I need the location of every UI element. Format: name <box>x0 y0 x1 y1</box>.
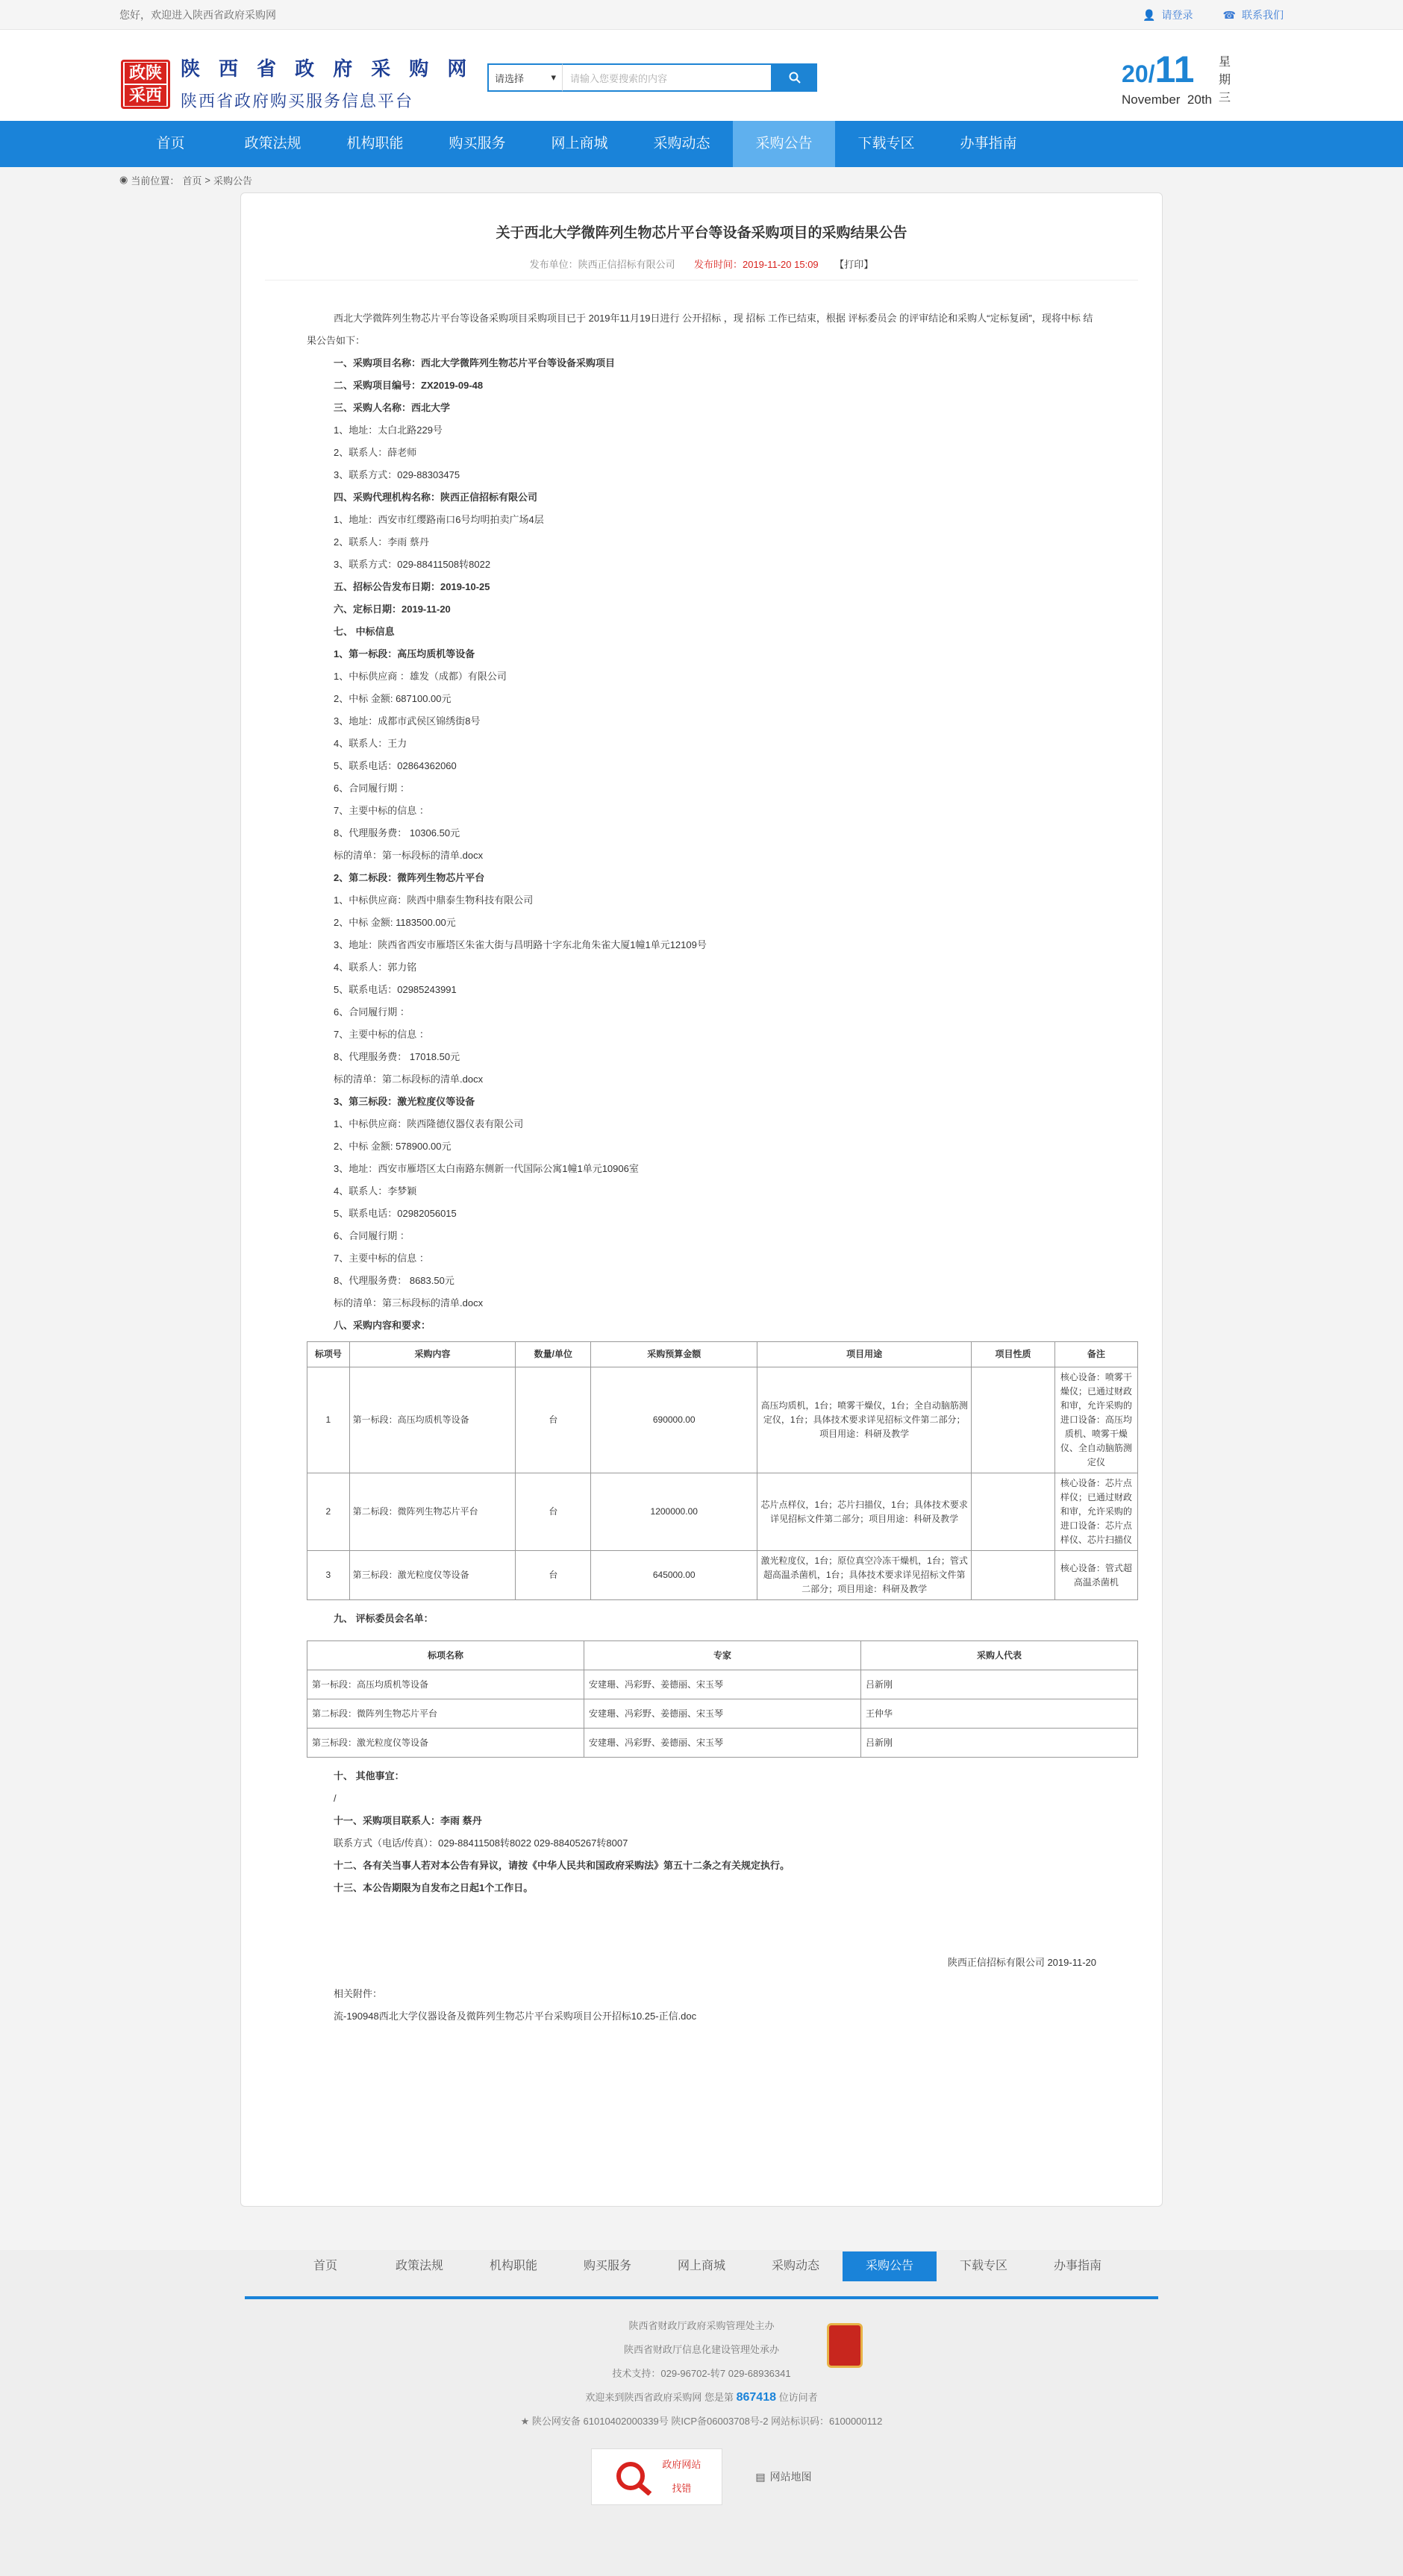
search-bar <box>487 63 817 92</box>
table-header: 采购内容 <box>349 1342 516 1367</box>
table-cell: 第一标段：高压均质机等设备 <box>307 1670 584 1699</box>
article-line: 6、合同履行期 ： <box>334 783 410 794</box>
table-header: 数量/单位 <box>516 1342 591 1367</box>
article-line: 十一、采购项目联系人：李雨 蔡丹 <box>334 1815 482 1826</box>
article-line: 5、联系电话：02985243991 <box>334 984 457 995</box>
article-line: 3、地址：陕西省西安市雁塔区朱雀大街与昌明路十字东北角朱雀大厦1幢1单元12109号 <box>334 939 707 950</box>
table-row <box>307 1670 1138 1699</box>
breadcrumb-home[interactable]: 首页 <box>182 175 202 187</box>
article-line: 4、联系人：郭力铭 <box>334 962 417 973</box>
nav-procurement-notice[interactable]: 采购公告 <box>733 121 835 167</box>
table-cell: 2 <box>307 1473 350 1551</box>
article-intro: 西北大学微阵列生物芯片平台等设备采购项目采购项目已于 2019年11月19日进行 公开招标 ，现 招标 工作已结束，根据 评标委员会 的评审结论和采购人“定标复函”，现将中标 结果公告如下： <box>307 313 1093 346</box>
table-header: 标项名称 <box>307 1641 584 1670</box>
table-header: 专家 <box>584 1641 861 1670</box>
footer-nav-downloads[interactable]: 下载专区 <box>959 2260 1007 2272</box>
article-line: 2、中标 金额: 687100.00元 <box>334 693 451 704</box>
footer-nav-organization[interactable]: 机构职能 <box>489 2260 537 2272</box>
site-subtitle: 陕西省政府购买服务信息平台 <box>181 92 414 110</box>
article-line: 四、采购代理机构名称：陕西正信招标有限公司 <box>334 492 538 503</box>
table-header: 标项号 <box>307 1342 350 1367</box>
day-number: 11 <box>1154 48 1195 90</box>
footer-license: ★ 陕公网安备 61010402000339号 陕ICP备06003708号-2 网站标识码：6100000112 <box>520 2416 883 2427</box>
table-cell: 安建珊、冯彩野、姜德丽、宋玉琴 <box>584 1670 861 1699</box>
article-line: 八、采购内容和要求： <box>334 1320 431 1331</box>
table-cell: 第二标段：微阵列生物芯片平台 <box>307 1699 584 1729</box>
table-row <box>307 1473 1138 1551</box>
table-cell: 安建珊、冯彩野、姜德丽、宋玉琴 <box>584 1699 861 1729</box>
sign-company: 陕西正信招标有限公司 <box>947 1957 1045 1968</box>
table-cell <box>972 1473 1054 1551</box>
table-row <box>307 1551 1138 1600</box>
article-line: 2、联系人：李雨 蔡丹 <box>334 536 429 548</box>
footer-nav-procurement-news[interactable]: 采购动态 <box>771 2260 819 2272</box>
magnifier-icon <box>613 2458 654 2495</box>
article-panel <box>240 192 1163 2207</box>
table-cell <box>972 1551 1054 1600</box>
article-line: 联系方式（电话/传真）：029-88411508转8022 029-88405267转8007 <box>334 1837 628 1849</box>
attachment-link[interactable]: 流-190948西北大学仪器设备及微阵列生物芯片平台采购项目公开招标10.25-正信.doc <box>334 2011 697 2022</box>
article-line: 1、中标供应商：陕西隆德仪器仪表有限公司 <box>334 1118 524 1129</box>
article-line: 标的清单：第二标段标的清单.docx <box>334 1074 484 1085</box>
table-cell: 1 <box>307 1367 350 1473</box>
table-cell: 第二标段：微阵列生物芯片平台 <box>349 1473 516 1551</box>
date-display: 20/11 November 20th 星期三 <box>1122 48 1231 107</box>
nav-procurement-news[interactable]: 采购动态 <box>653 136 710 151</box>
table-row <box>307 1729 1138 1758</box>
party-emblem-icon <box>827 2323 863 2368</box>
nav-guide[interactable]: 办事指南 <box>960 136 1017 151</box>
nav-policy[interactable]: 政策法规 <box>244 136 301 151</box>
article-line: 4、联系人：李梦颖 <box>334 1185 417 1197</box>
procurement-table <box>307 1341 1138 1600</box>
table-row <box>307 1367 1138 1473</box>
signature <box>307 1952 1096 1974</box>
top-bar <box>0 0 1403 30</box>
table-cell: 690000.00 <box>591 1367 757 1473</box>
article-lines <box>307 352 1096 1337</box>
table-row <box>307 1699 1138 1729</box>
table-cell: 吕新刚 <box>861 1670 1138 1699</box>
article-line: 五、招标公告发布日期：2019-10-25 <box>334 581 490 592</box>
table-cell: 1200000.00 <box>591 1473 757 1551</box>
article-line: 3、联系方式：029-88303475 <box>334 469 460 480</box>
footer-nav <box>245 2251 1158 2299</box>
table-cell: 第三标段：激光粒度仪等设备 <box>307 1729 584 1758</box>
article-line: 5、联系电话：02982056015 <box>334 1208 457 1219</box>
article-line: / <box>334 1793 337 1804</box>
article-line: 一、采购项目名称：西北大学微阵列生物芯片平台等设备采购项目 <box>334 357 616 369</box>
article-line: 2、中标 金额: 1183500.00元 <box>334 917 456 928</box>
footer-nav-home[interactable]: 首页 <box>313 2260 337 2272</box>
article-line: 1、地址：西安市红缨路南口6号均明拍卖广场4层 <box>334 514 544 525</box>
article-line: 8、代理服务费： 8683.50元 <box>334 1275 454 1286</box>
article-tail <box>307 1765 1096 1899</box>
article-line: 1、中标供应商 ：雄发（成都）有限公司 <box>334 671 507 682</box>
article-line: 六、定标日期：2019-11-20 <box>334 604 451 615</box>
table-header: 备注 <box>1054 1342 1137 1367</box>
article-line: 2、联系人：薛老师 <box>334 447 417 458</box>
article-line: 6、合同履行期 ： <box>334 1006 410 1018</box>
main-nav <box>0 121 1403 167</box>
article-line: 4、联系人：王力 <box>334 738 407 749</box>
table-cell: 台 <box>516 1367 591 1473</box>
table-cell <box>972 1367 1054 1473</box>
table-cell: 激光粒度仪，1台；原位真空冷冻干燥机，1台；管式超高温杀菌机，1台；具体技术要求详见招标文件第二部分；项目用途：科研及教学 <box>757 1551 972 1600</box>
table-cell: 第一标段：高压均质机等设备 <box>349 1367 516 1473</box>
table-cell: 吕新刚 <box>861 1729 1138 1758</box>
article-line: 1、第一标段：高压均质机等设备 <box>334 648 475 659</box>
article-line: 5、联系电话：02864362060 <box>334 760 457 771</box>
gov-site-error-report[interactable]: 政府网站 找错 <box>591 2448 722 2505</box>
nav-downloads[interactable]: 下载专区 <box>857 136 915 151</box>
attachment-label: 相关附件： <box>334 1988 383 1999</box>
visit-counter: 欢迎来到陕西省政府采购网 您是第 867418 位访问者 <box>585 2391 818 2404</box>
police-badge-icon: ★ <box>520 2416 530 2427</box>
header <box>0 30 1403 121</box>
article-line: 3、第三标段：激光粒度仪等设备 <box>334 1096 475 1107</box>
table-header: 项目性质 <box>972 1342 1054 1367</box>
table-cell: 高压均质机，1台；喷雾干燥仪，1台；全自动脑筋测定仪，1台；具体技术要求详见招标文件第二部分；项目用途：科研及教学 <box>757 1367 972 1473</box>
footer-nav-online-mall[interactable]: 网上商城 <box>677 2260 725 2272</box>
nav-online-mall[interactable]: 网上商城 <box>551 136 608 151</box>
article-line: 8、代理服务费： 10306.50元 <box>334 827 460 839</box>
search-input[interactable]: 请输入您要搜索的内容 <box>562 63 772 92</box>
article-line: 6、合同履行期 ： <box>334 1230 410 1241</box>
table-cell: 核心设备：管式超高温杀菌机 <box>1054 1551 1137 1600</box>
table-cell: 核心设备：芯片点样仪；已通过财政和审，允许采购的进口设备：芯片点样仪、芯片扫描仪 <box>1054 1473 1137 1551</box>
table-cell: 645000.00 <box>591 1551 757 1600</box>
phone-icon: ☎ <box>1222 8 1236 21</box>
caret-down-icon: ▾ <box>551 72 556 83</box>
table-header: 采购预算金额 <box>591 1342 757 1367</box>
footer-info: 陕西省财政厅政府采购管理处主办 陕西省财政厅信息化建设管理处承办 技术支持：029-96702-转7 029-68936341 欢迎来到陕西省政府采购网 您是第 867418 位访问者 ★ 陕公网安备 61010402000339号 陕ICP备06003708号-2 网站标识码：6100000112 政府网站 找错 ▤ 网站地图 <box>0 2314 1403 2505</box>
article-line: 七、 中标信息 <box>334 626 395 637</box>
article-line: 3、地址：西安市雁塔区太白南路东侧新一代国际公寓1幢1单元10906室 <box>334 1163 639 1174</box>
contact-link[interactable]: ☎ 联系我们 <box>1222 8 1284 21</box>
table-cell: 芯片点样仪，1台；芯片扫描仪，1台；具体技术要求详见招标文件第二部分；项目用途：科研及教学 <box>757 1473 972 1551</box>
committee-table <box>307 1640 1138 1758</box>
article-line: 三、采购人名称：西北大学 <box>334 402 451 413</box>
table-cell: 核心设备：喷雾干燥仪；已通过财政和审，允许采购的进口设备：高压均质机、喷雾干燥仪、全自动脑筋测定仪 <box>1054 1367 1137 1473</box>
weekday: 星期三 <box>1218 56 1231 104</box>
section-9: 九、 评标委员会名单： <box>334 1613 434 1624</box>
table-cell: 台 <box>516 1473 591 1551</box>
sitemap-icon: ▤ <box>755 2471 766 2483</box>
article-line: 标的清单：第三标段标的清单.docx <box>334 1297 484 1309</box>
table-cell: 3 <box>307 1551 350 1600</box>
article-line: 二、采购项目编号：ZX2019-09-48 <box>334 380 484 391</box>
article-line: 7、主要中标的信息 ： <box>334 805 429 816</box>
article-line: 8、代理服务费： 17018.50元 <box>334 1051 460 1062</box>
sign-date: 2019-11-20 <box>1047 1957 1096 1968</box>
article-line: 1、地址：太白北路229号 <box>334 424 443 436</box>
article-line: 7、主要中标的信息 ： <box>334 1029 429 1040</box>
breadcrumb: ◉ 当前位置： 首页 > 采购公告 <box>119 174 252 187</box>
search-button[interactable] <box>772 63 817 92</box>
article-line: 2、中标 金额: 578900.00元 <box>334 1141 451 1152</box>
article-line: 标的清单：第一标段标的清单.docx <box>334 850 484 861</box>
site-title: 陕 西 省 政 府 采 购 网 <box>181 58 473 81</box>
article-line: 十三、本公告期限为自发布之日起1个工作日。 <box>334 1882 534 1893</box>
sitemap-link[interactable]: ▤ 网站地图 <box>755 2465 811 2489</box>
table-cell: 第三标段：激光粒度仪等设备 <box>349 1551 516 1600</box>
logo-emblem: 政陕 采西 <box>121 60 170 109</box>
article-line: 十二、各有关当事人若对本公告有异议，请按《中华人民共和国政府采购法》第五十二条之有关规定执行。 <box>334 1860 790 1871</box>
user-icon: 👤 <box>1143 8 1156 21</box>
article-meta: 发布单位：陕西正信招标有限公司 发布时间：2019-11-20 15:09 【打印】 <box>265 257 1138 281</box>
article-line: 十、 其他事宜： <box>334 1770 404 1781</box>
location-pin-icon: ◉ <box>119 174 128 185</box>
article-title: 关于西北大学微阵列生物芯片平台等设备采购项目的采购结果公告 <box>496 225 907 241</box>
footer-nav-guide[interactable]: 办事指南 <box>1053 2260 1102 2272</box>
search-category-select[interactable]: 请选择 ▾ <box>487 63 562 92</box>
nav-purchase-service[interactable]: 购买服务 <box>449 136 506 151</box>
article-body <box>307 307 1132 2028</box>
footer-nav-policy[interactable]: 政策法规 <box>395 2260 443 2272</box>
breadcrumb-current[interactable]: 采购公告 <box>213 175 252 187</box>
article-line: 1、中标供应商：陕西中鼎泰生物科技有限公司 <box>334 894 534 906</box>
footer-nav-procurement-notice[interactable]: 采购公告 <box>843 2251 937 2281</box>
table-cell: 安建珊、冯彩野、姜德丽、宋玉琴 <box>584 1729 861 1758</box>
nav-home[interactable]: 首页 <box>156 136 185 151</box>
search-icon <box>789 72 801 84</box>
login-link[interactable]: 👤 请登录 <box>1143 8 1193 21</box>
table-cell: 王仲华 <box>861 1699 1138 1729</box>
table-header: 项目用途 <box>757 1342 972 1367</box>
welcome-text: 您好，欢迎进入陕西省政府采购网 <box>119 9 276 21</box>
footer-nav-purchase-service[interactable]: 购买服务 <box>583 2260 631 2272</box>
article-line: 3、地址：成都市武侯区锦绣街8号 <box>334 715 481 727</box>
article-line: 7、主要中标的信息 ： <box>334 1253 429 1264</box>
table-cell: 台 <box>516 1551 591 1600</box>
table-header: 采购人代表 <box>861 1641 1138 1670</box>
nav-organization[interactable]: 机构职能 <box>346 136 404 151</box>
print-link[interactable]: 【打印】 <box>834 259 874 270</box>
article-line: 2、第二标段：微阵列生物芯片平台 <box>334 872 485 883</box>
article-line: 3、联系方式：029-88411508转8022 <box>334 559 491 570</box>
